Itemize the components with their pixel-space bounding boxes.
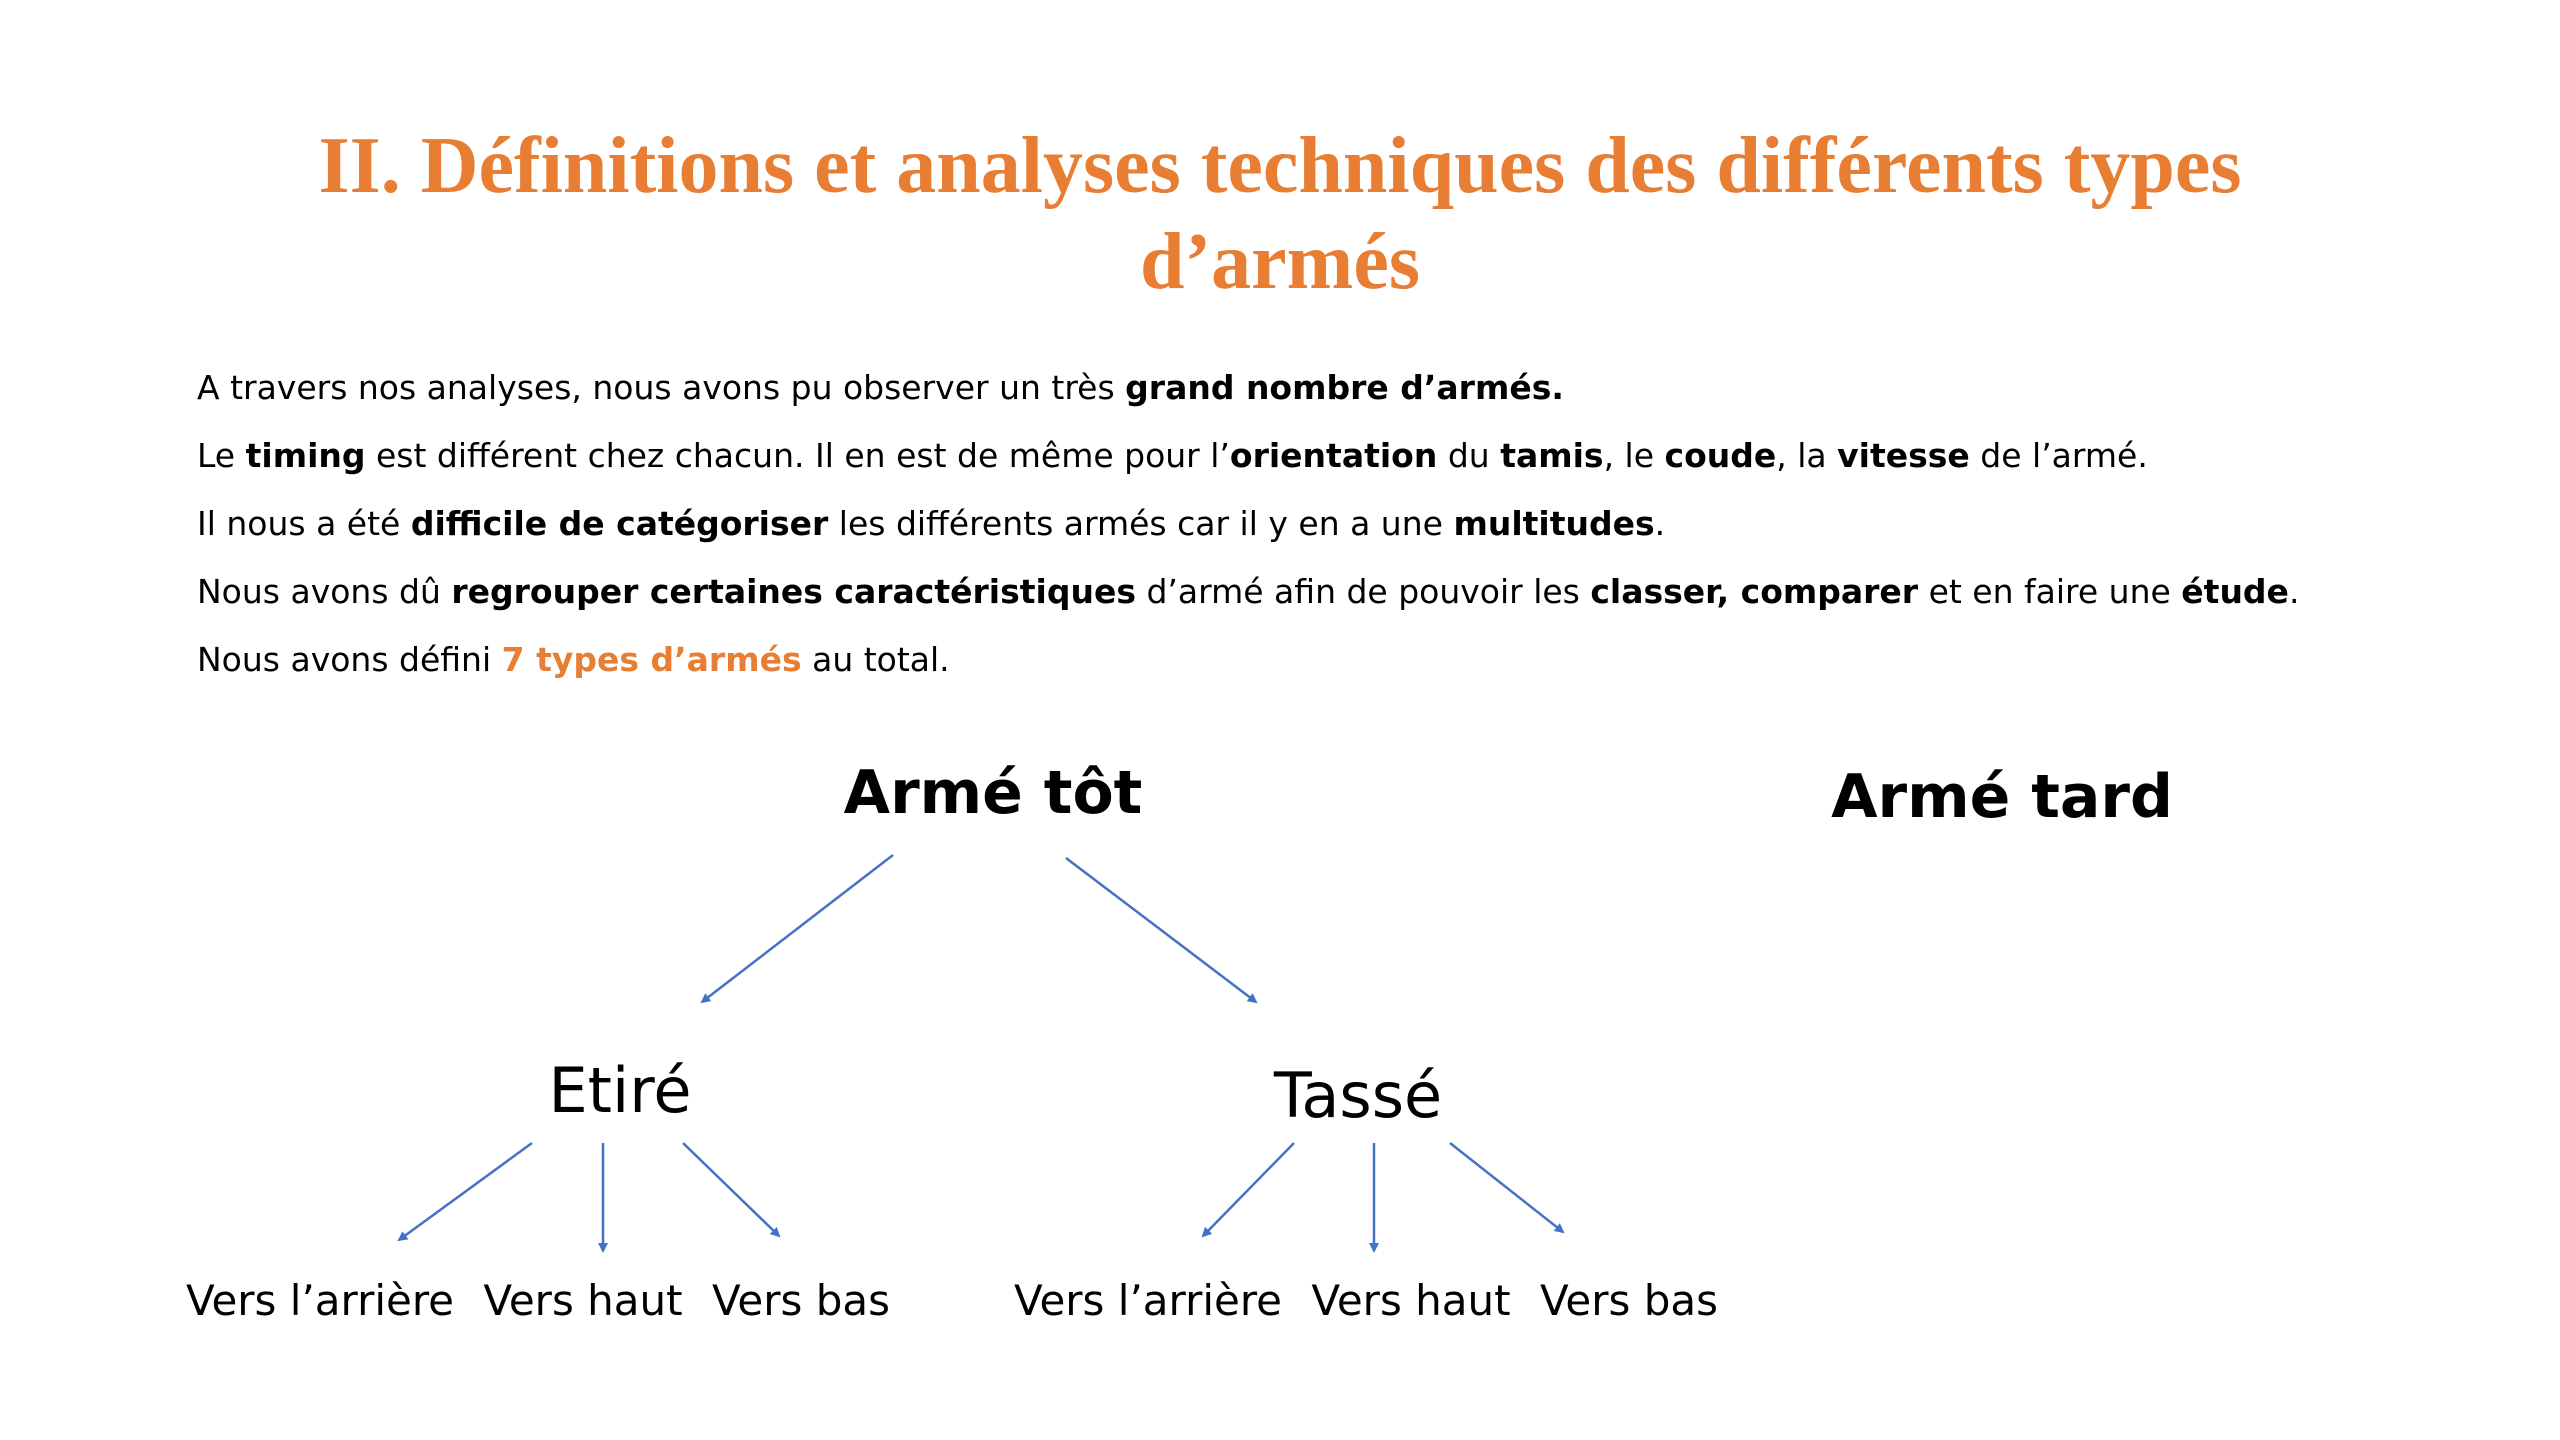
text-run: de l’armé. bbox=[1969, 436, 2148, 475]
bold-run: regrouper certaines caractéristiques bbox=[451, 572, 1136, 611]
text-run: et en faire une bbox=[1918, 572, 2182, 611]
slide-title-line-2: d’armés bbox=[1140, 218, 1420, 306]
leaf-tasse-haut: Vers haut bbox=[1311, 1276, 1511, 1325]
leaf-tasse-arriere: Vers l’arrière bbox=[1013, 1276, 1283, 1325]
text-run: A travers nos analyses, nous avons pu observer un très bbox=[197, 368, 1126, 407]
node-etire: Etiré bbox=[548, 1054, 692, 1127]
bold-run: tamis bbox=[1500, 436, 1604, 475]
arrow-tasse-to-arriere bbox=[1203, 1143, 1294, 1236]
bold-run: vitesse bbox=[1837, 436, 1970, 475]
bold-run: grand nombre d’armés. bbox=[1125, 368, 1564, 407]
text-run: Nous avons défini bbox=[197, 640, 502, 679]
bold-run: multitudes bbox=[1453, 504, 1655, 543]
bold-run: orientation bbox=[1229, 436, 1438, 475]
bold-run: difficile de catégoriser bbox=[410, 504, 829, 543]
arrow-tot-to-etire bbox=[702, 855, 893, 1002]
leaf-etire-haut: Vers haut bbox=[483, 1276, 683, 1325]
arrow-tot-to-tasse bbox=[1066, 858, 1256, 1002]
text-run: les différents armés car il y en a une bbox=[828, 504, 1454, 543]
bold-run: coude bbox=[1664, 436, 1777, 475]
text-run: est différent chez chacun. Il en est de même pour l’ bbox=[365, 436, 1230, 475]
node-arme-tot: Armé tôt bbox=[843, 758, 1143, 828]
text-run: du bbox=[1437, 436, 1501, 475]
node-arme-tard: Armé tard bbox=[1831, 762, 2173, 832]
bold-run: timing bbox=[245, 436, 366, 475]
bold-run: étude bbox=[2181, 572, 2289, 611]
node-tasse: Tassé bbox=[1273, 1059, 1443, 1132]
arrow-etire-to-arriere bbox=[399, 1143, 532, 1240]
leaf-etire-bas: Vers bas bbox=[711, 1276, 891, 1325]
text-run: Nous avons dû bbox=[197, 572, 452, 611]
text-run: . bbox=[2288, 572, 2300, 611]
text-run: au total. bbox=[801, 640, 950, 679]
text-run: . bbox=[1654, 504, 1666, 543]
leaf-etire-arriere: Vers l’arrière bbox=[185, 1276, 455, 1325]
arrow-tasse-to-bas bbox=[1450, 1143, 1563, 1232]
text-run: , la bbox=[1776, 436, 1838, 475]
text-run: Il nous a été bbox=[197, 504, 411, 543]
text-run: d’armé afin de pouvoir les bbox=[1135, 572, 1591, 611]
leaf-tasse-bas: Vers bas bbox=[1539, 1276, 1719, 1325]
text-run: , le bbox=[1603, 436, 1665, 475]
arrow-etire-to-bas bbox=[683, 1143, 779, 1236]
bold-run: classer, comparer bbox=[1590, 572, 1919, 611]
slide-title-line-1: II. Définitions et analyses techniques des différents types bbox=[318, 122, 2242, 210]
highlight-run: 7 types d’armés bbox=[501, 640, 802, 679]
text-run: Le bbox=[197, 436, 246, 475]
